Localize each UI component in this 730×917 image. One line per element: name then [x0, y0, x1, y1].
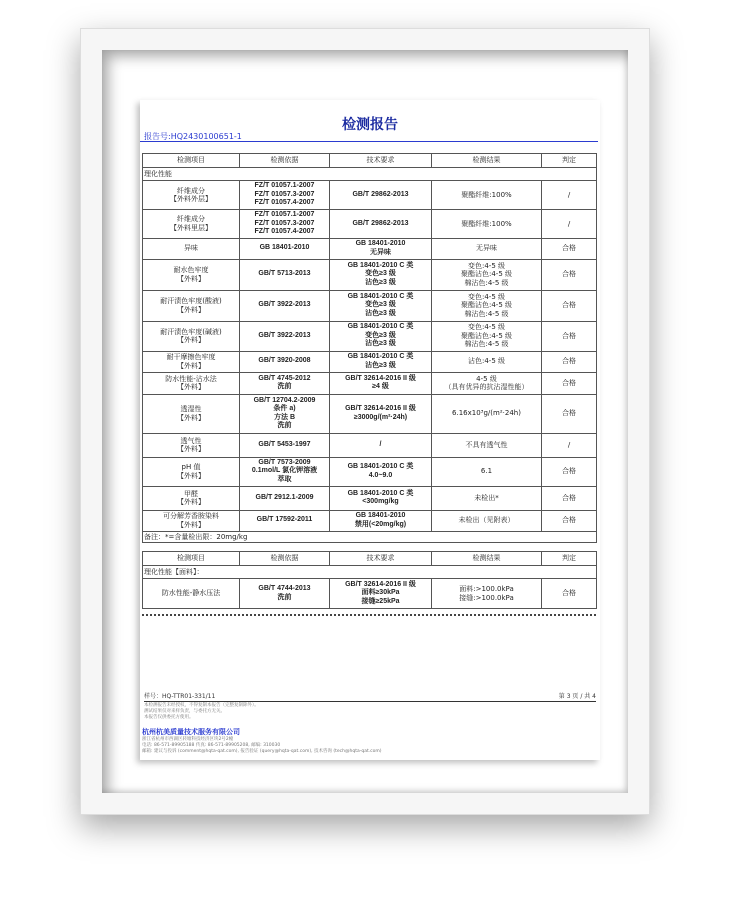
- company-address: 浙江省杭州市西湖区转塘科技经济区块2号2幢 电话: 86-571-89905188 传真: 86-571-89905208, 邮编: 310030 邮箱: 建议与投诉 (comment@hqta-qat.com), 报告验证 (query@hqta-qat.com), 技术咨询 (tech@hqta-qat.com): [142, 737, 382, 754]
- result-cell: 4-5 级 （具有优异的抗沾湿性能）: [432, 372, 542, 394]
- item-cell: 防水性能-静水压法: [143, 579, 240, 609]
- title-divider: [140, 141, 598, 142]
- item-cell: 耐汗渍色牢度(酸液) 【外料】: [143, 290, 240, 321]
- item-cell: 耐汗渍色牢度(碱液) 【外料】: [143, 321, 240, 351]
- item-cell: 纤维成分 【外料外层】: [143, 181, 240, 210]
- method-cell: GB/T 3922-2013: [240, 290, 330, 321]
- method-cell: GB/T 5713-2013: [240, 259, 330, 290]
- verdict-cell: 合格: [542, 321, 597, 351]
- method-cell: GB 18401-2010: [240, 238, 330, 259]
- item-cell: 透湿性 【外料】: [143, 394, 240, 433]
- method-cell: GB/T 7573-2009 0.1mol/L 氯化钾溶液 萃取: [240, 457, 330, 486]
- result-cell: 不具有透气性: [432, 433, 542, 457]
- dotted-divider: [142, 614, 596, 616]
- form-number: 样号：HQ-TTR01-331/11: [144, 693, 216, 700]
- verdict-cell: 合格: [542, 351, 597, 372]
- verdict-cell: 合格: [542, 238, 597, 259]
- column-header: 检测结果: [432, 154, 542, 168]
- section-label: 理化性能: [143, 168, 597, 181]
- company-name: 杭州杭美质量技术服务有限公司: [142, 728, 240, 736]
- verdict-cell: 合格: [542, 259, 597, 290]
- report-page: [140, 100, 600, 760]
- page-number: 第 3 页 / 共 4: [558, 693, 596, 700]
- table-row: [143, 351, 597, 372]
- item-cell: 可分解芳香胺染料 【外料】: [143, 510, 240, 531]
- table-row: [143, 290, 597, 321]
- item-cell: 异味: [143, 238, 240, 259]
- method-cell: GB/T 17592-2011: [240, 510, 330, 531]
- disclaimer: 本检测报告未经授权，不得复制本报告（完整复制除外）。 测试结果仅对来样负责，与委托方无关。 本报告仅供委托方使用。: [144, 703, 259, 720]
- method-cell: GB/T 3922-2013: [240, 321, 330, 351]
- table-row: [143, 433, 597, 457]
- verdict-cell: 合格: [542, 372, 597, 394]
- method-cell: GB/T 2912.1-2009: [240, 486, 330, 510]
- item-cell: 纤维成分 【外料里层】: [143, 210, 240, 239]
- column-header: 检测项目: [143, 552, 240, 566]
- method-cell: FZ/T 01057.1-2007 FZ/T 01057.3-2007 FZ/T 01057.4-2007: [240, 210, 330, 239]
- item-cell: 透气性 【外料】: [143, 433, 240, 457]
- table-row: [143, 238, 597, 259]
- requirement-cell: GB/T 32614-2016 II 级 ≥3000g/(m²·24h): [330, 394, 432, 433]
- note: 备注：*=含量检出限：20mg/kg: [143, 531, 597, 543]
- table-row: [143, 579, 597, 609]
- column-header: 检测依据: [240, 154, 330, 168]
- requirement-cell: GB 18401-2010 C 类 4.0~9.0: [330, 457, 432, 486]
- column-header: 判定: [542, 154, 597, 168]
- requirement-cell: GB/T 32614-2016 II 级 面料≥30kPa 接缝≥25kPa: [330, 579, 432, 609]
- report-number: 报告号:HQ2430100651-1: [144, 132, 242, 141]
- column-header: 检测项目: [143, 154, 240, 168]
- item-cell: 防水性能-沾水法 【外料】: [143, 372, 240, 394]
- requirement-cell: GB 18401-2010 禁用(<20mg/kg): [330, 510, 432, 531]
- header-row: [143, 154, 597, 168]
- table-row: [143, 394, 597, 433]
- result-cell: 6.16x10³g/(m²·24h): [432, 394, 542, 433]
- requirement-cell: GB 18401-2010 C 类 变色≥3 级 沾色≥3 级: [330, 259, 432, 290]
- requirement-cell: GB 18401-2010 C 类 变色≥3 级 沾色≥3 级: [330, 290, 432, 321]
- verdict-cell: 合格: [542, 510, 597, 531]
- result-cell: 聚酯纤维:100%: [432, 181, 542, 210]
- result-cell: 面料:>100.0kPa 接缝:>100.0kPa: [432, 579, 542, 609]
- result-cell: 无异味: [432, 238, 542, 259]
- result-cell: 6.1: [432, 457, 542, 486]
- requirement-cell: GB 18401-2010 无异味: [330, 238, 432, 259]
- method-cell: GB/T 5453-1997: [240, 433, 330, 457]
- method-cell: GB/T 12704.2-2009 条件 a) 方法 B 洗前: [240, 394, 330, 433]
- column-header: 检测结果: [432, 552, 542, 566]
- table-row: [143, 181, 597, 210]
- note-row: [143, 531, 597, 543]
- verdict-cell: 合格: [542, 457, 597, 486]
- verdict-cell: /: [542, 433, 597, 457]
- result-cell: 变色:4-5 级 聚酯沾色:4-5 级 棉沾色:4-5 级: [432, 290, 542, 321]
- requirement-cell: GB/T 29862-2013: [330, 181, 432, 210]
- result-cell: 沾色:4-5 级: [432, 351, 542, 372]
- method-cell: GB/T 3920-2008: [240, 351, 330, 372]
- table-row: [143, 457, 597, 486]
- table-row: [143, 259, 597, 290]
- result-cell: 未检出*: [432, 486, 542, 510]
- item-cell: 耐干摩擦色牢度 【外料】: [143, 351, 240, 372]
- verdict-cell: 合格: [542, 579, 597, 609]
- result-cell: 变色:4-5 级 聚酯沾色:4-5 级 棉沾色:4-5 级: [432, 259, 542, 290]
- column-header: 技术要求: [330, 552, 432, 566]
- section-row: [143, 168, 597, 181]
- column-header: 检测依据: [240, 552, 330, 566]
- requirement-cell: GB/T 32614-2016 II 级 ≥4 级: [330, 372, 432, 394]
- method-cell: FZ/T 01057.1-2007 FZ/T 01057.3-2007 FZ/T 01057.4-2007: [240, 181, 330, 210]
- requirement-cell: GB 18401-2010 C 类 变色≥3 级 沾色≥3 级: [330, 321, 432, 351]
- table-row: [143, 321, 597, 351]
- table-row: [143, 486, 597, 510]
- item-cell: 耐水色牢度 【外料】: [143, 259, 240, 290]
- method-cell: GB/T 4745-2012 洗前: [240, 372, 330, 394]
- result-cell: 变色:4-5 级 聚酯沾色:4-5 级 棉沾色:4-5 级: [432, 321, 542, 351]
- table-row: [143, 210, 597, 239]
- report-title: 检测报告: [342, 117, 398, 133]
- verdict-cell: /: [542, 181, 597, 210]
- verdict-cell: 合格: [542, 290, 597, 321]
- method-cell: GB/T 4744-2013 洗前: [240, 579, 330, 609]
- header-row: [143, 552, 597, 566]
- result-cell: 聚酯纤维:100%: [432, 210, 542, 239]
- item-cell: pH 值 【外料】: [143, 457, 240, 486]
- result-cell: 未检出（见附表）: [432, 510, 542, 531]
- results-table: [142, 153, 597, 543]
- fabric-results-table: [142, 551, 597, 609]
- section-label: 理化性能【面料】：: [143, 566, 597, 579]
- requirement-cell: GB 18401-2010 C 类 <300mg/kg: [330, 486, 432, 510]
- column-header: 技术要求: [330, 154, 432, 168]
- column-header: 判定: [542, 552, 597, 566]
- item-cell: 甲醛 【外料】: [143, 486, 240, 510]
- requirement-cell: /: [330, 433, 432, 457]
- table-row: [143, 372, 597, 394]
- section-row: [143, 566, 597, 579]
- table-row: [143, 510, 597, 531]
- requirement-cell: GB/T 29862-2013: [330, 210, 432, 239]
- verdict-cell: 合格: [542, 486, 597, 510]
- verdict-cell: 合格: [542, 394, 597, 433]
- requirement-cell: GB 18401-2010 C 类 沾色≥3 级: [330, 351, 432, 372]
- verdict-cell: /: [542, 210, 597, 239]
- page-footer: [144, 691, 596, 702]
